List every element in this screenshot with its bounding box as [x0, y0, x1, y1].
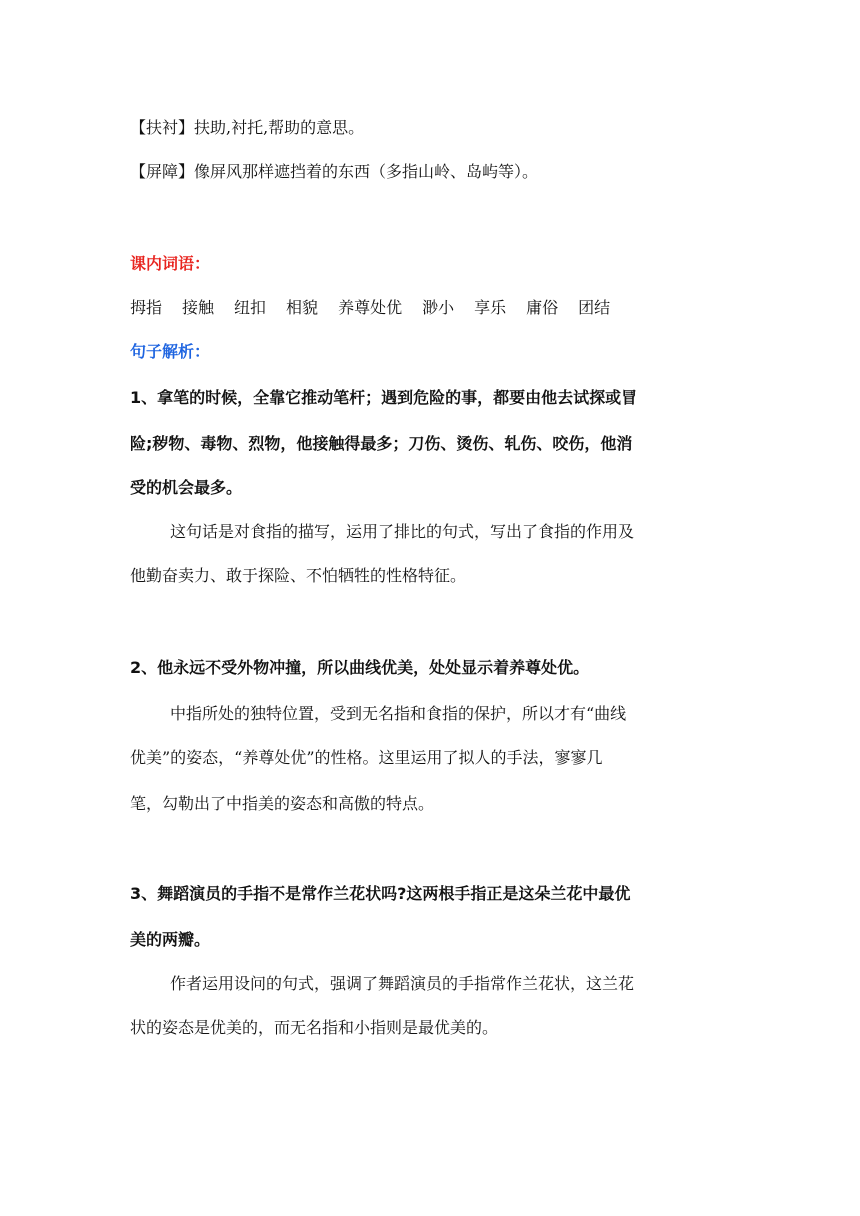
sentence-1-line-2: 险;秽物、毒物、烈物，他接触得最多；刀伤、烫伤、轧伤、咬伤，他消 [130, 434, 633, 453]
vocab-word: 享乐 [474, 298, 507, 317]
explanation-2-line-2: 优美”的姿态，“养尊处优”的性格。这里运用了拟人的手法，寥寥几 [130, 748, 603, 767]
sentence-3-line-2: 美的两瓣。 [130, 930, 211, 949]
sentence-3-line-1: 3、舞蹈演员的手指不是常作兰花状吗?这两根手指正是这朵兰花中最优 [130, 884, 631, 903]
sentence-1-line-1: 1、拿笔的时候，全靠它推动笔杆；遇到危险的事，都要由他去试探或冒 [130, 388, 638, 407]
vocab-word: 庸俗 [526, 298, 559, 317]
explanation-2-line-3: 笔，勾勒出了中指美的姿态和高傲的特点。 [130, 794, 435, 813]
vocab-word: 拇指 [130, 298, 163, 317]
vocab-word-list [130, 298, 630, 318]
vocab-word: 渺小 [422, 298, 455, 317]
explanation-1-line-2: 他勤奋卖力、敢于探险、不怕牺牲的性格特征。 [130, 566, 467, 585]
explanation-3-line-2: 状的姿态是优美的，而无名指和小指则是最优美的。 [130, 1018, 499, 1037]
vocab-word: 纽扣 [234, 298, 267, 317]
explanation-2-line-1: 中指所处的独特位置，受到无名指和食指的保护，所以才有“曲线 [170, 704, 627, 723]
vocab-word: 相貌 [286, 298, 319, 317]
definition-fuchen: 【扶衬】扶助,衬托,帮助的意思。 [130, 118, 365, 137]
analysis-heading: 句子解析： [130, 342, 211, 361]
vocab-heading: 课内词语： [130, 254, 211, 273]
vocab-word: 团结 [578, 298, 611, 317]
explanation-1-line-1: 这句话是对食指的描写，运用了排比的句式，写出了食指的作用及 [170, 522, 635, 541]
definition-pingzhang: 【屏障】像屏风那样遮挡着的东西（多指山岭、岛屿等）。 [130, 162, 539, 181]
sentence-1-line-3: 受的机会最多。 [130, 478, 243, 497]
vocab-word: 接触 [182, 298, 215, 317]
sentence-2-line-1: 2、他永远不受外物冲撞，所以曲线优美，处处显示着养尊处优。 [130, 658, 590, 677]
vocab-word: 养尊处优 [338, 298, 403, 317]
explanation-3-line-1: 作者运用设问的句式，强调了舞蹈演员的手指常作兰花状，这兰花 [170, 974, 635, 993]
